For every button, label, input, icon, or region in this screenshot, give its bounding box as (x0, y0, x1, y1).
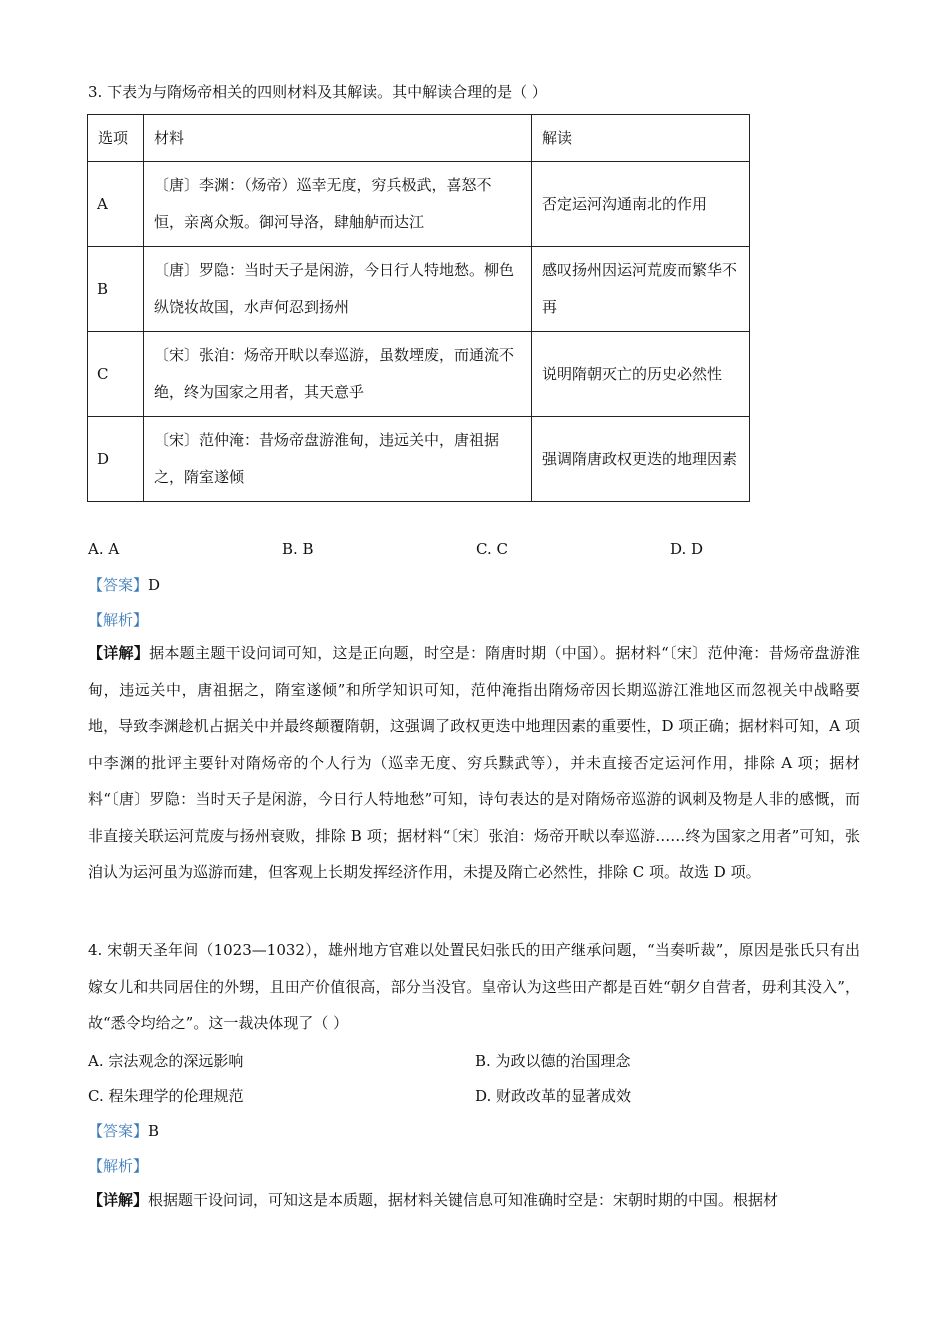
choice-c: C. C (476, 540, 508, 558)
detail-text: 据本题主题干设问词可知，这是正向题，时空是：隋唐时期（中国）。据材料“〔宋〕范仲淹：昔炀帝盘游淮甸，违远关中，唐祖据之，隋室遂倾”和所学知识可知，范仲淹指出隋炀帝因长期巡游江淮地区而忽视关中战略要地，导致李渊趁机占据关中并最终颠覆隋朝，这强调了政权更迭中地理因素的重要性，D 项正确；据材料可知，A 项中李渊的批评主要针对隋炀帝的个人行为（巡幸无度、穷兵黩武等），并未直接否定运河作用，排除 A 项；据材料“〔唐〕罗隐：当时天子是闲游，今日行人特地愁”可知，诗句表达的是对隋炀帝巡游的讽刺及物是人非的感慨，而非直接关联运河荒废与扬州衰败，排除 B 项；据材料“〔宋〕张洎：炀帝开畎以奉巡游……终为国家之用者”可知，张洎认为运河虽为巡游而建，但客观上长期发挥经济作用，未提及隋亡必然性，排除 C 项。故选 D 项。 (88, 644, 860, 881)
answer-tag: 【答案】 (88, 1122, 149, 1140)
row-option: D (88, 417, 144, 502)
question-4-detail (88, 1182, 860, 1219)
choice-d: D. 财政改革的显著成效 (475, 1087, 632, 1105)
question-3-stem: 3. 下表为与隋炀帝相关的四则材料及其解读。其中解读合理的是（ ） (88, 83, 547, 101)
header-material: 材料 (144, 115, 532, 162)
choice-d: D. D (670, 540, 704, 558)
choice-a: A. 宗法观念的深远影响 (88, 1052, 244, 1070)
table-row (88, 247, 750, 332)
question-3-detail (88, 635, 860, 891)
row-reading: 说明隋朝灭亡的历史必然性 (532, 332, 750, 417)
row-material: 〔宋〕张洎：炀帝开畎以奉巡游，虽数堙废，而通流不绝，终为国家之用者，其天意乎 (144, 332, 532, 417)
materials-table (87, 114, 750, 502)
choice-a: A. A (88, 540, 120, 558)
question-4-stem: 4. 宋朝天圣年间（1023—1032），雄州地方官难以处置民妇张氏的田产继承问题，“当奏听裁”，原因是张氏只有出嫁女儿和共同居住的外甥，且田产价值很高，部分当没官。皇帝认为这些田产都是百姓“朝夕自营者，毋利其没入”，故“悉令均给之”。这一裁决体现了（ ） (88, 941, 860, 1032)
question-4-analysis-tag: 【解析】 (88, 1157, 149, 1175)
question-3-analysis-tag: 【解析】 (88, 611, 149, 629)
row-material: 〔宋〕范仲淹：昔炀帝盘游淮甸，违远关中，唐祖据之，隋室遂倾 (144, 417, 532, 502)
question-3-answer (88, 574, 160, 596)
answer-tag: 【答案】 (88, 576, 149, 594)
row-option: C (88, 332, 144, 417)
header-option: 选项 (88, 115, 144, 162)
row-reading: 感叹扬州因运河荒废而繁华不再 (532, 247, 750, 332)
answer-value: D (148, 576, 161, 594)
choice-c: C. 程朱理学的伦理规范 (88, 1087, 244, 1105)
row-reading: 强调隋唐政权更迭的地理因素 (532, 417, 750, 502)
question-3-choices (88, 538, 868, 560)
table-row (88, 162, 750, 247)
detail-tag: 【详解】 (88, 1191, 149, 1209)
table-row (88, 417, 750, 502)
table-row (88, 332, 750, 417)
choice-b: B. B (282, 540, 314, 558)
answer-value: B (148, 1122, 160, 1140)
table-header-row (88, 115, 750, 162)
row-reading: 否定运河沟通南北的作用 (532, 162, 750, 247)
row-material: 〔唐〕李渊：（炀帝）巡幸无度，穷兵极武，喜怒不恒，亲离众叛。御河导洛，肆舳舻而达江 (144, 162, 532, 247)
row-material: 〔唐〕罗隐：当时天子是闲游，今日行人特地愁。柳色纵饶妆故国，水声何忍到扬州 (144, 247, 532, 332)
choice-b: B. 为政以德的治国理念 (475, 1052, 631, 1070)
question-4-answer (88, 1120, 159, 1142)
row-option: A (88, 162, 144, 247)
detail-tag: 【详解】 (88, 644, 150, 662)
row-option: B (88, 247, 144, 332)
header-reading: 解读 (532, 115, 750, 162)
detail-text: 根据题干设问词，可知这是本质题，据材料关键信息可知准确时空是：宋朝时期的中国。根据材 (148, 1191, 779, 1209)
